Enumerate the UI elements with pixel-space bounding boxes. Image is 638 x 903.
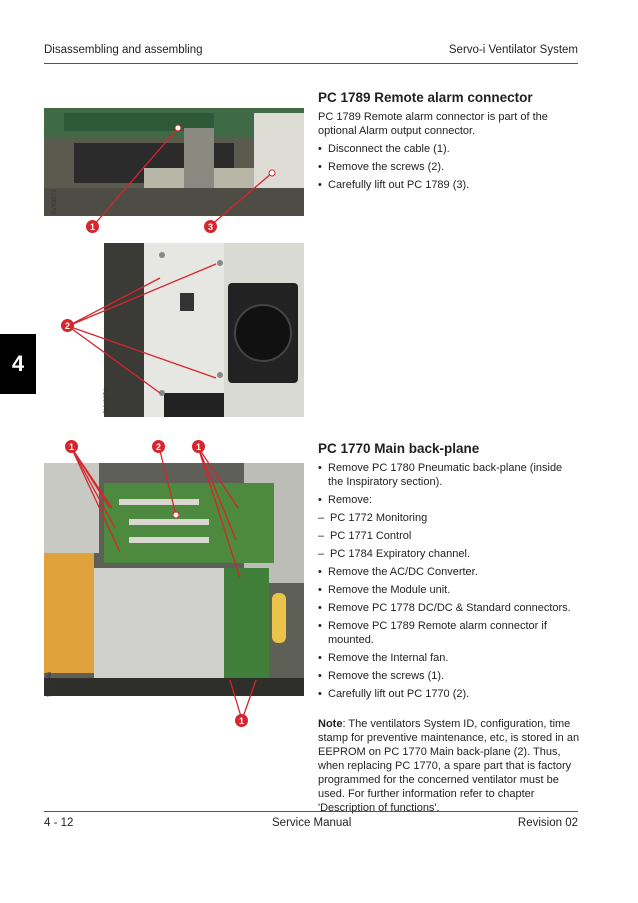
photo1-code: SVX9073 — [52, 189, 58, 215]
footer-rule — [44, 811, 578, 812]
step-text: Carefully lift out PC 1789 (3). — [328, 179, 470, 191]
step-item — [318, 178, 580, 192]
bullet-marker: • — [318, 652, 322, 664]
intro-paragraph: PC 1789 Remote alarm connector is part of the optional Alarm output connector. — [318, 111, 548, 137]
header-left: Disassembling and assembling — [44, 44, 203, 56]
bullet-marker: • — [318, 462, 322, 474]
callout-1: 1 — [65, 440, 78, 453]
note-text: : The ventilators System ID, configuration, time stamp for preventive maintenance, etc, is stored in an EEPROM on PC 1770 Main back-plane (2). Thus, when replacing PC 1770, a spare part that is factory programmed for the concerned ventilator must be used. For further information refer to chapter 'Description of functions'. — [318, 718, 580, 814]
step-text: Remove the AC/DC Converter. — [328, 566, 478, 578]
section-body — [318, 110, 580, 192]
step-item — [318, 619, 580, 647]
callout-2: 2 — [152, 440, 165, 453]
note-label: Note — [318, 718, 343, 730]
substep-item — [318, 529, 580, 543]
bullet-marker: • — [318, 670, 322, 682]
dash-marker: – — [318, 512, 325, 524]
step-text: Disconnect the cable (1). — [328, 143, 450, 155]
step-item — [318, 160, 580, 174]
step-item — [318, 651, 580, 665]
step-text: Remove the Internal fan. — [328, 652, 449, 664]
step-item — [318, 565, 580, 579]
substep-item — [318, 547, 580, 561]
callout-1: 1 — [192, 440, 205, 453]
bullet-marker: • — [318, 143, 322, 155]
substep-text: PC 1772 Monitoring — [330, 512, 428, 524]
photo3-code: SVX9046 — [47, 671, 53, 697]
step-item — [318, 493, 580, 507]
bullet-marker: • — [318, 688, 322, 700]
page-number: 4 - 12 — [44, 817, 74, 829]
section-title: PC 1789 Remote alarm connector — [318, 90, 533, 105]
step-text: Remove PC 1780 Pneumatic back-plane (inside the Inspiratory section). — [328, 462, 563, 488]
bullet-marker: • — [318, 161, 322, 173]
step-item — [318, 687, 580, 701]
callout-1: 1 — [86, 220, 99, 233]
bullet-marker: • — [318, 602, 322, 614]
bullet-marker: • — [318, 179, 322, 191]
substep-text: PC 1771 Control — [330, 530, 412, 542]
bullet-marker: • — [318, 584, 322, 596]
step-text: Remove the Module unit. — [328, 584, 451, 596]
step-item — [318, 461, 580, 489]
note-paragraph — [318, 717, 580, 815]
step-text: Remove the screws (2). — [328, 161, 445, 173]
step-item — [318, 142, 580, 156]
section-pc1770 — [318, 441, 580, 819]
dash-marker: – — [318, 548, 325, 560]
callout-1: 1 — [235, 714, 248, 727]
chapter-tab: 4 — [0, 334, 36, 394]
substep-text: PC 1784 Expiratory channel. — [330, 548, 471, 560]
substep-item — [318, 511, 580, 525]
step-text: Carefully lift out PC 1770 (2). — [328, 688, 470, 700]
bullet-marker: • — [318, 620, 322, 632]
footer-revision: Revision 02 — [517, 817, 578, 829]
bullet-marker: • — [318, 566, 322, 578]
step-text: Remove: — [328, 494, 373, 506]
photo2-code: SVX9074 — [104, 388, 110, 414]
step-text: Remove the screws (1). — [328, 670, 445, 682]
section-pc1789 — [318, 90, 580, 196]
step-item — [318, 601, 580, 615]
bullet-marker: • — [318, 494, 322, 506]
step-item — [318, 583, 580, 597]
step-text: Remove PC 1789 Remote alarm connector if mounted. — [328, 620, 547, 646]
callout-2: 2 — [61, 319, 74, 332]
step-item — [318, 669, 580, 683]
step-text: Remove PC 1778 DC/DC & Standard connectors. — [328, 602, 571, 614]
header-right: Servo-i Ventilator System — [448, 44, 578, 56]
section-title: PC 1770 Main back-plane — [318, 441, 480, 456]
dash-marker: – — [318, 530, 325, 542]
section-body — [318, 461, 580, 815]
callout-3: 3 — [204, 220, 217, 233]
footer-title: Service Manual — [272, 817, 352, 829]
